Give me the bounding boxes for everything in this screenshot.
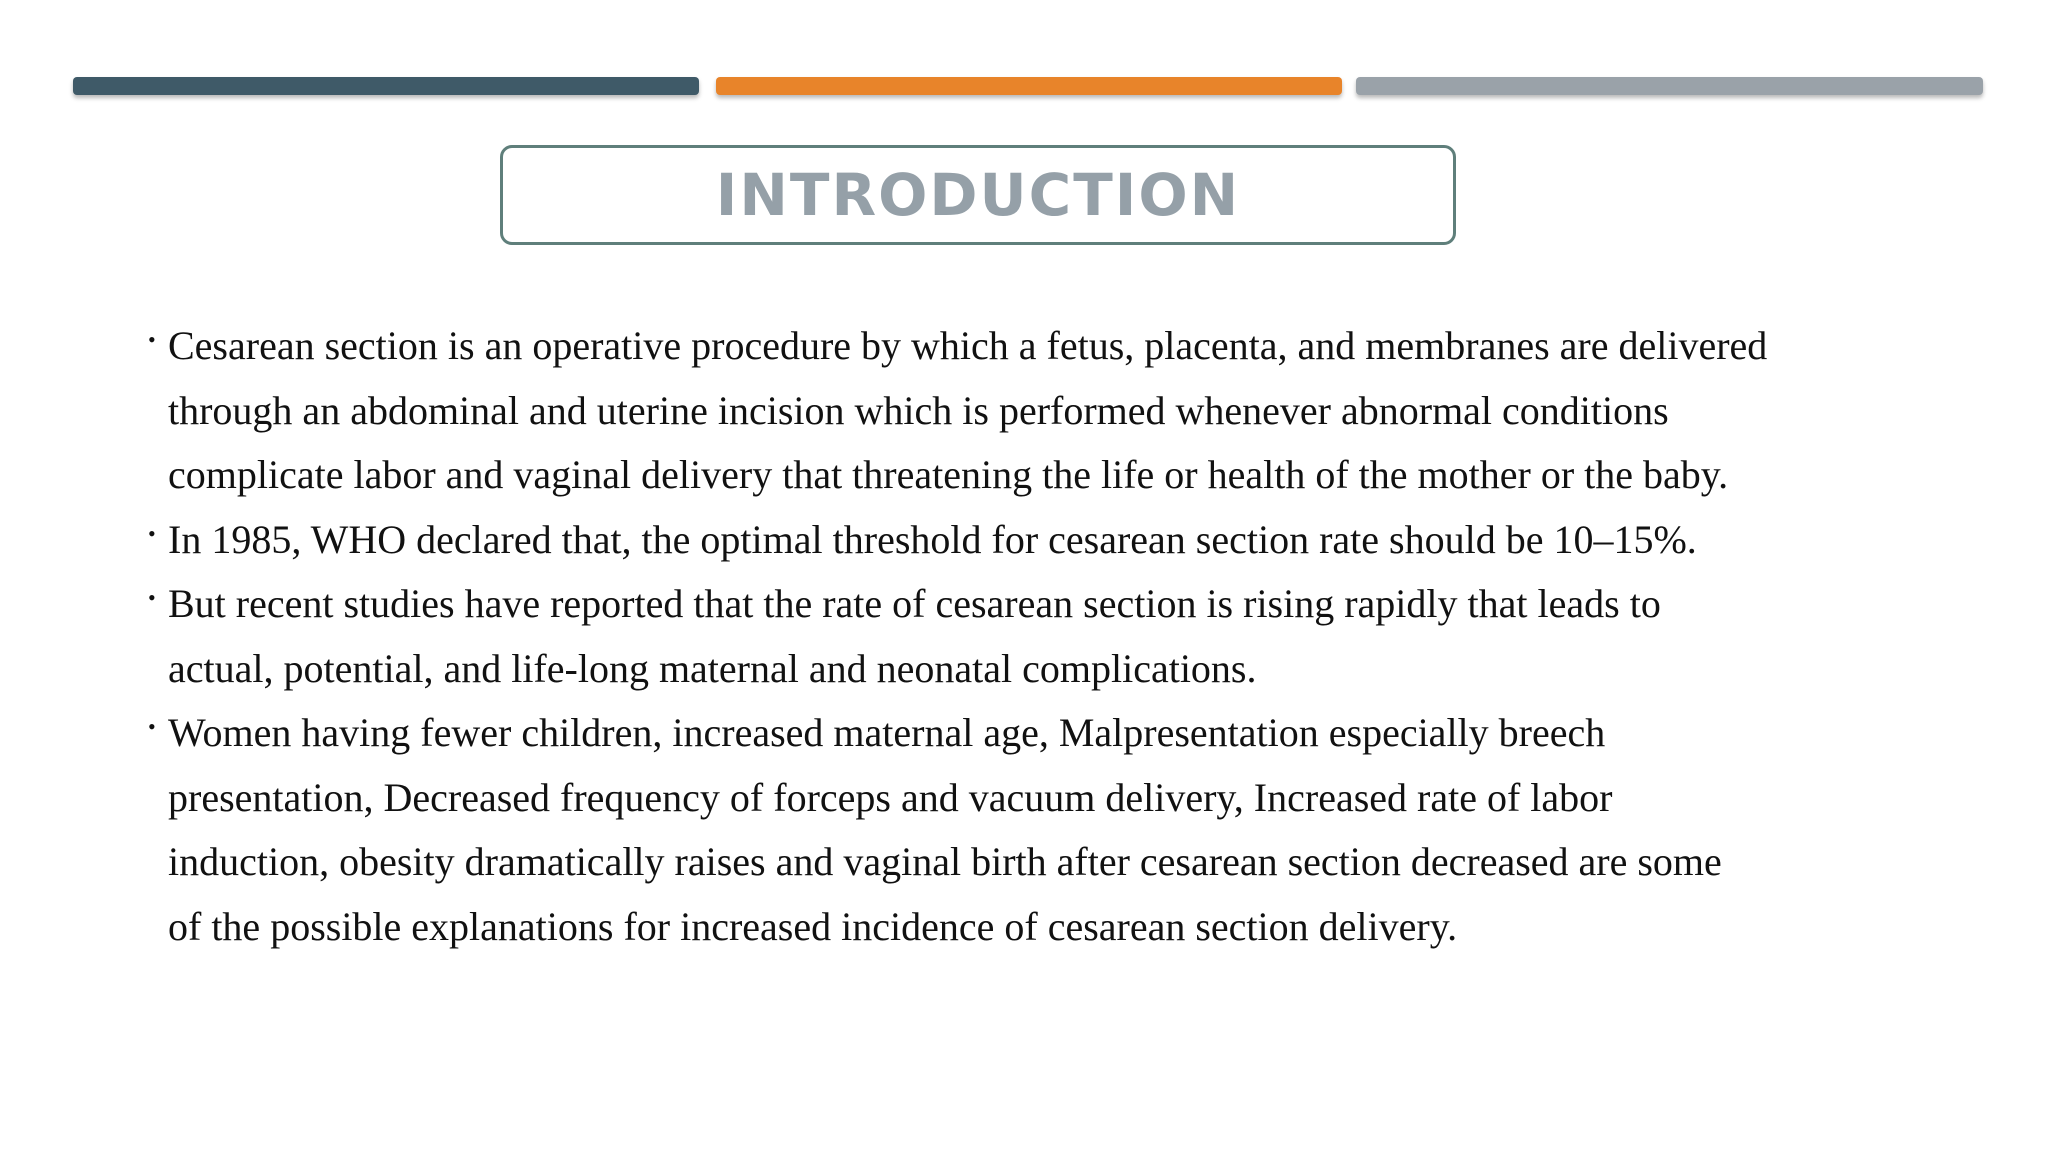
bullet-text-line: Cesarean section is an operative procedure by which a fetus, placenta, and membranes are delivered xyxy=(168,323,1768,368)
bullet-text-line: In 1985, WHO declared that, the optimal threshold for cesarean section rate should be 10–15%. xyxy=(168,516,1697,562)
bullet-item xyxy=(145,314,1905,508)
bullet-text-line: complicate labor and vaginal delivery that threatening the life or health of the mother or the baby. xyxy=(168,452,1729,497)
accent-bar-orange xyxy=(716,77,1342,95)
title-box xyxy=(500,145,1456,245)
bullet-item xyxy=(145,508,1905,573)
bullet-icon: • xyxy=(148,585,156,610)
accent-bar-gray xyxy=(1356,77,1983,95)
bullet-text-line: But recent studies have reported that the rate of cesarean section is rising rapidly that leads to xyxy=(168,581,1661,626)
bullet-text-line: presentation, Decreased frequency of forceps and vacuum delivery, Increased rate of labor xyxy=(168,774,1613,820)
bullet-icon: • xyxy=(148,714,156,739)
bullet-icon: • xyxy=(148,520,156,546)
page-title: INTRODUCTION xyxy=(715,161,1241,229)
bullet-text-line: through an abdominal and uterine incision which is performed whenever abnormal conditions xyxy=(168,387,1669,433)
accent-bar-dark xyxy=(73,77,699,95)
bullet-item xyxy=(145,701,1905,959)
bullet-text-line: actual, potential, and life-long maternal and neonatal complications. xyxy=(168,645,1257,691)
bullet-item xyxy=(145,572,1905,701)
bullet-text-line: induction, obesity dramatically raises and vaginal birth after cesarean section decreased are some xyxy=(168,839,1722,884)
bullet-list xyxy=(145,314,1905,959)
bullet-text-line: of the possible explanations for increased incidence of cesarean section delivery. xyxy=(168,903,1458,949)
bullet-icon: • xyxy=(148,327,156,352)
bullet-text-line: Women having fewer children, increased maternal age, Malpresentation especially breech xyxy=(168,710,1606,755)
